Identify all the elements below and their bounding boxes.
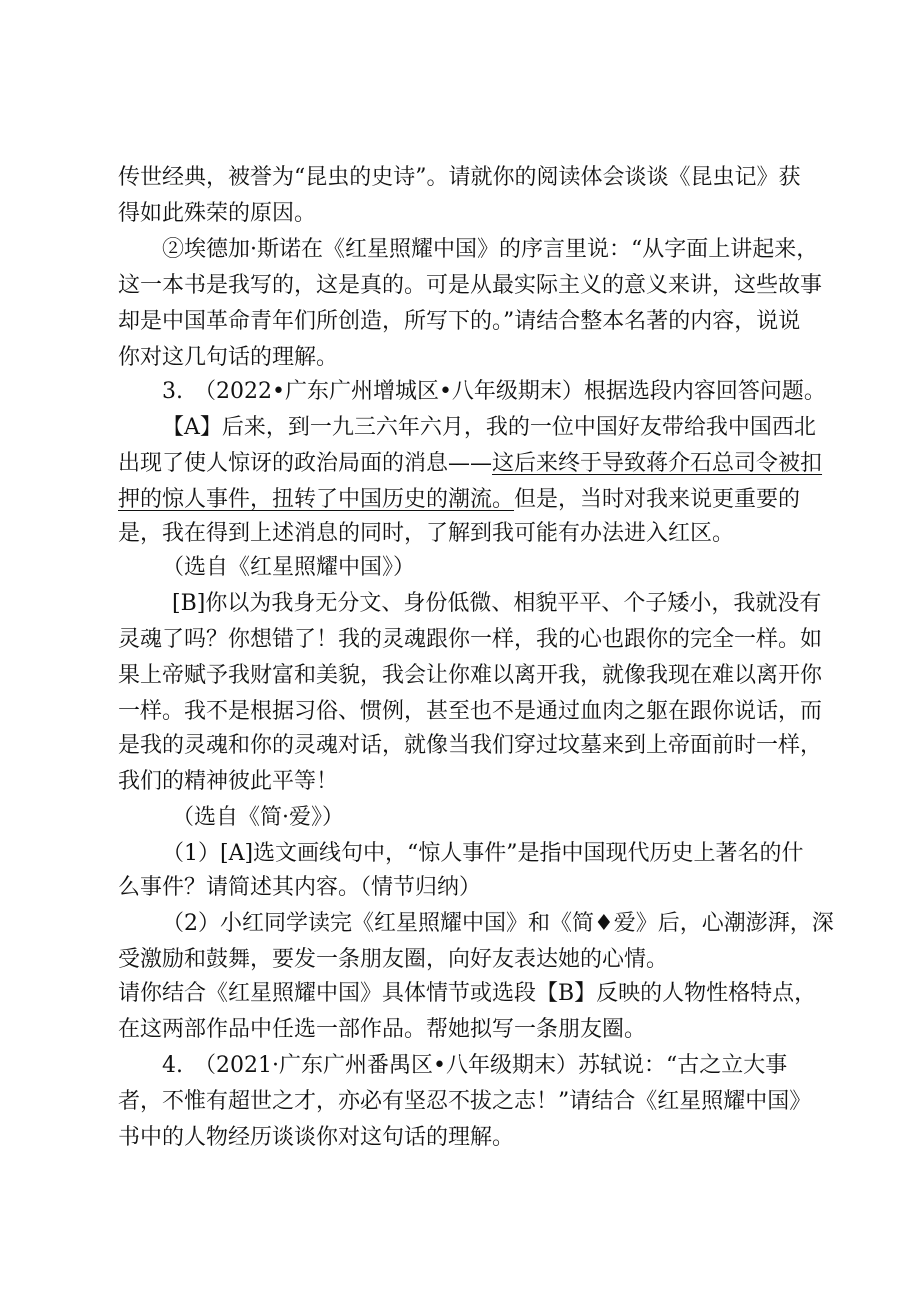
q3-passage-a-line-2: [118, 450, 822, 478]
q4-line-2: 者，不惟有超世之才，亦必有坚忍不拔之志！”请结合《红星照耀中国》: [118, 1089, 812, 1114]
q3-passage-b-line-2: 灵魂了吗？你想错了！我的灵魂跟你一样，我的心也跟你的完全一样。如: [118, 627, 823, 652]
q3-passage-b-line-6: 我们的精神彼此平等！: [118, 769, 339, 794]
q3-passage-b-line-1: [B]你以为我身无分文、身份低微、相貌平平、个子矮小，我就没有: [172, 591, 822, 616]
q3-sub-question-2-line-2: 受激励和鼓舞，要发一条朋友圈，向好友表达她的心情。: [118, 947, 669, 972]
q4-line-1: 4. （2021·广东广州番禺区•八年级期末）苏轼说：“古之立大事: [162, 1053, 788, 1078]
q2-text-line-1: 传世经典，被誉为“昆虫的史诗”。请就你的阅读体会谈谈《昆虫记》获: [118, 165, 801, 190]
q4-line-3: 书中的人物经历谈谈你对这句话的理解。: [118, 1125, 515, 1150]
q3-passage-a-line-2-plain: 出现了使人惊讶的政治局面的消息——: [118, 451, 493, 476]
q3-sub-question-2-line-3: 请你结合《红星照耀中国》具体情节或选段【B】反映的人物性格特点，: [118, 981, 817, 1006]
q3-passage-b-line-5: 是我的灵魂和你的灵魂对话，就像当我们穿过坟墓来到上帝面前时一样，: [118, 733, 823, 758]
q2-item2-line-4: 你对这几句话的理解。: [118, 345, 339, 370]
q3-header: 3. （2022•广东广州增城区•八年级期末）根据选段内容回答问题。: [162, 379, 826, 404]
q2-text-line-2: 得如此殊荣的原因。: [118, 201, 317, 226]
q3-sub-question-1-line-2: 么事件？请简述其内容。（情节归纳）: [118, 875, 482, 900]
q3-sub-question-1-line-1: （1）[A]选文画线句中，“惊人事件”是指中国现代历史上著名的什: [162, 841, 804, 866]
q3-passage-a-line-3: [118, 486, 800, 514]
q3-passage-b-line-3: 果上帝赋予我财富和美貌，我会让你难以离开我，就像我现在难以离开你: [118, 663, 823, 688]
q3-passage-a-source: （选自《红星照耀中国》）: [162, 555, 416, 580]
q3-passage-a-line-1: 【A】后来，到一九三六年六月，我的一位中国好友带给我中国西北: [162, 415, 816, 440]
q3-passage-b-line-4: 一样。我不是根据习俗、惯例，甚至也不是通过血肉之躯在跟你说话，而: [118, 699, 823, 724]
q3-sub-question-2-line-1: （2）小红同学读完《红星照耀中国》和《简♦爱》后，心潮澎湃，深: [162, 911, 834, 936]
q2-item2-line-1: ②埃德加·斯诺在《红星照耀中国》的序言里说：“从字面上讲起来，: [162, 237, 819, 262]
q3-passage-a-underlined-1: 这后来终于导致蒋介石总司令被扣: [492, 451, 823, 476]
q3-passage-a-line-3-plain: 但是，当时对我来说更重要的: [514, 487, 801, 512]
q2-item2-line-3: 却是中国革命青年们所创造，所写下的。”请结合整本名著的内容，说说: [118, 309, 801, 334]
q3-passage-a-line-4: 是，我在得到上述消息的同时，了解到我可能有办法进入红区。: [118, 521, 735, 546]
q2-item2-line-2: 这一本书是我写的，这是真的。可是从最实际主义的意义来讲，这些故事: [118, 273, 823, 298]
q3-passage-a-underlined-2: 押的惊人事件，扭转了中国历史的潮流。: [118, 487, 515, 512]
q3-sub-question-2-line-4: 在这两部作品中任选一部作品。帮她拟写一条朋友圈。: [118, 1017, 647, 1042]
q3-passage-b-source: （选自《简·爱》）: [172, 805, 344, 830]
